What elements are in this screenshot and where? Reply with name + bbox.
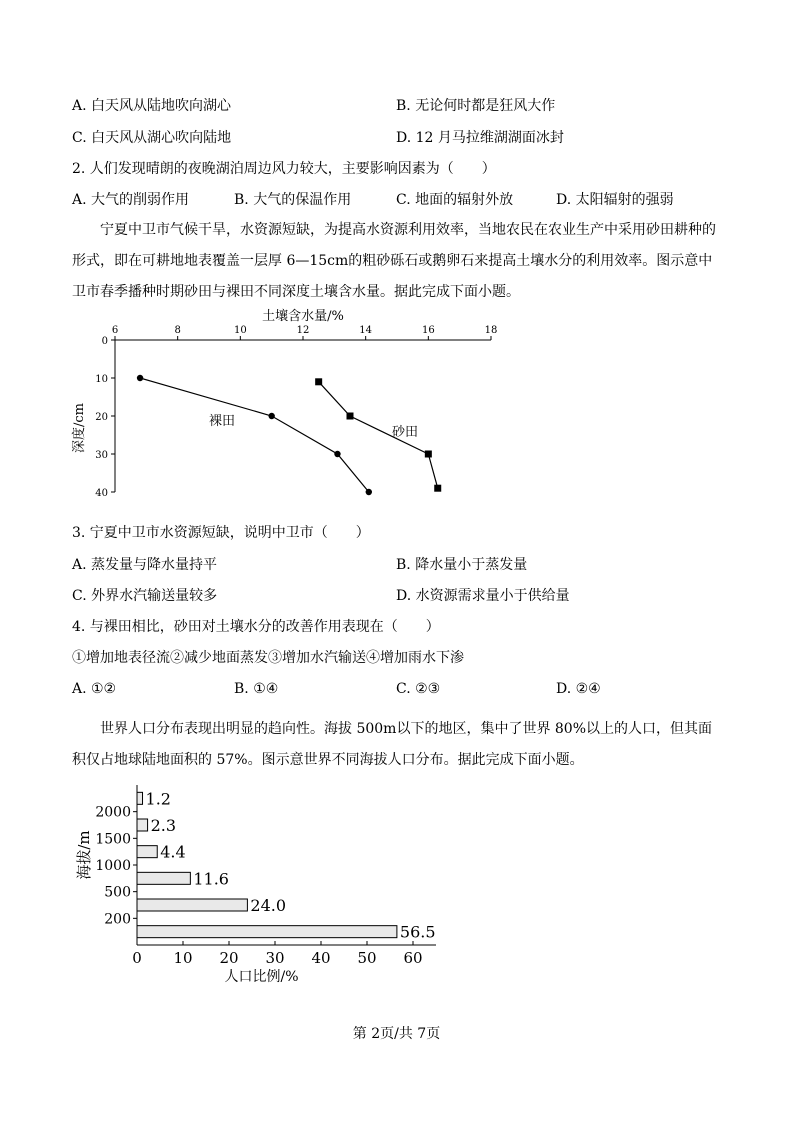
data-label: 56.5	[399, 922, 436, 942]
data-point	[137, 375, 143, 381]
bar	[137, 819, 148, 831]
bar	[137, 846, 157, 858]
data-point	[268, 413, 274, 419]
x-tick-label: 50	[357, 949, 377, 967]
q4-stem: 4. 与裸田相比，砂田对土壤水分的改善作用表现在（ ）	[72, 619, 440, 635]
y-tick-label: 2000	[95, 804, 131, 821]
x-tick-label: 8	[174, 325, 181, 336]
q3-option-b: B. 降水量小于蒸发量	[396, 557, 528, 573]
bar	[137, 872, 190, 884]
data-label: 11.6	[193, 869, 229, 889]
q3-option-c: C. 外界水汽输送量较多	[72, 588, 218, 604]
q4-option-d: D. ②④	[556, 681, 601, 697]
y-tick-label: 200	[104, 911, 131, 928]
data-point	[334, 451, 340, 457]
q2-option-a: A. 大气的削弱作用	[72, 192, 190, 208]
y-tick-label: 1000	[95, 858, 131, 874]
passage-sand-field	[72, 215, 722, 308]
passage-population	[72, 714, 722, 776]
y-axis-title: 海拔/m	[75, 830, 93, 880]
q3-option-a: A. 蒸发量与降水量持平	[72, 557, 218, 573]
y-tick-label: 0	[101, 336, 108, 347]
data-label: 4.4	[160, 842, 186, 862]
x-tick-label: 18	[484, 325, 498, 336]
q3-stem: 3. 宁夏中卫市水资源短缺，说明中卫市（ ）	[72, 525, 370, 541]
x-tick-label: 10	[233, 325, 247, 336]
page-footer: 第 2页/共 7页	[352, 1026, 441, 1042]
y-tick-label: 20	[95, 412, 108, 423]
passage-sand-field-text: 宁夏中卫市气候干旱，水资源短缺，为提高水资源利用效率，当地农民在农业生产中采用砂田耕种的形式，即在可耕地地表覆盖一层厚 6—15cm的粗砂砾石或鹅卵石来提高土壤水分的利用效率。图示意中卫市春季播种时期砂田与裸田不同深度土壤含水量。据此完成下面小题。	[72, 222, 716, 300]
soil-moisture-chart	[70, 305, 510, 515]
q1-option-a: A. 白天风从陆地吹向湖心	[72, 98, 232, 114]
data-point	[366, 489, 372, 495]
series-line-sand-field	[319, 382, 438, 488]
data-point	[425, 451, 432, 458]
data-point	[315, 378, 322, 385]
q1-option-d: D. 12 月马拉维湖湖面冰封	[396, 130, 564, 146]
x-tick-label: 60	[403, 949, 423, 967]
q2-option-b: B. 大气的保温作用	[234, 192, 352, 208]
passage-population-text: 世界人口分布表现出明显的趋向性。海拔 500m以下的地区，集中了世界 80%以上的人口，但其面积仅占地球陆地面积的 57%。图示意世界不同海拔人口分布。据此完成下面小题。	[72, 721, 713, 768]
y-tick-label: 500	[104, 884, 131, 901]
y-tick-label: 1500	[95, 831, 131, 848]
q2-option-d: D. 太阳辐射的强弱	[556, 192, 674, 208]
series-label: 裸田	[208, 414, 236, 429]
bar	[137, 792, 143, 804]
y-tick-label: 10	[95, 374, 108, 385]
series-label: 砂田	[391, 425, 419, 440]
y-tick-label: 30	[95, 450, 108, 461]
x-tick-label: 0	[132, 949, 142, 967]
x-tick-label: 40	[311, 949, 331, 967]
bar	[137, 926, 397, 938]
q1-option-b: B. 无论何时都是狂风大作	[396, 98, 556, 114]
q4-option-b: B. ①④	[234, 681, 279, 697]
x-tick-label: 30	[265, 949, 285, 967]
series-line-bare-field	[140, 378, 369, 492]
q3-option-d: D. 水资源需求量小于供给量	[396, 588, 570, 604]
population-altitude-chart	[70, 780, 470, 995]
q1-option-c: C. 白天风从湖心吹向陆地	[72, 130, 232, 146]
x-tick-label: 16	[421, 325, 435, 336]
q4-option-c: C. ②③	[396, 681, 441, 697]
x-tick-label: 10	[173, 949, 193, 967]
q4-option-a: A. ①②	[72, 681, 117, 697]
bar	[137, 899, 247, 911]
q4-statements: ①增加地表径流②减少地面蒸发③增加水汽输送④增加雨水下渗	[72, 650, 464, 666]
data-label: 1.2	[145, 789, 171, 809]
x-tick-label: 6	[111, 325, 119, 336]
y-axis-title: 深度/cm	[72, 403, 87, 453]
data-point	[434, 485, 441, 492]
q2-option-c: C. 地面的辐射外放	[396, 192, 514, 208]
q2-stem: 2. 人们发现晴朗的夜晚湖泊周边风力较大，主要影响因素为（ ）	[72, 161, 496, 177]
x-tick-label: 14	[359, 325, 373, 336]
y-tick-label: 40	[95, 488, 108, 499]
x-axis-title: 土壤含水量/%	[262, 309, 344, 324]
data-label: 24.0	[250, 896, 287, 915]
x-tick-label: 12	[296, 325, 310, 336]
x-tick-label: 20	[219, 949, 239, 967]
data-point	[347, 413, 354, 420]
data-label: 2.3	[150, 816, 177, 835]
x-axis-title: 人口比例/%	[224, 969, 299, 985]
